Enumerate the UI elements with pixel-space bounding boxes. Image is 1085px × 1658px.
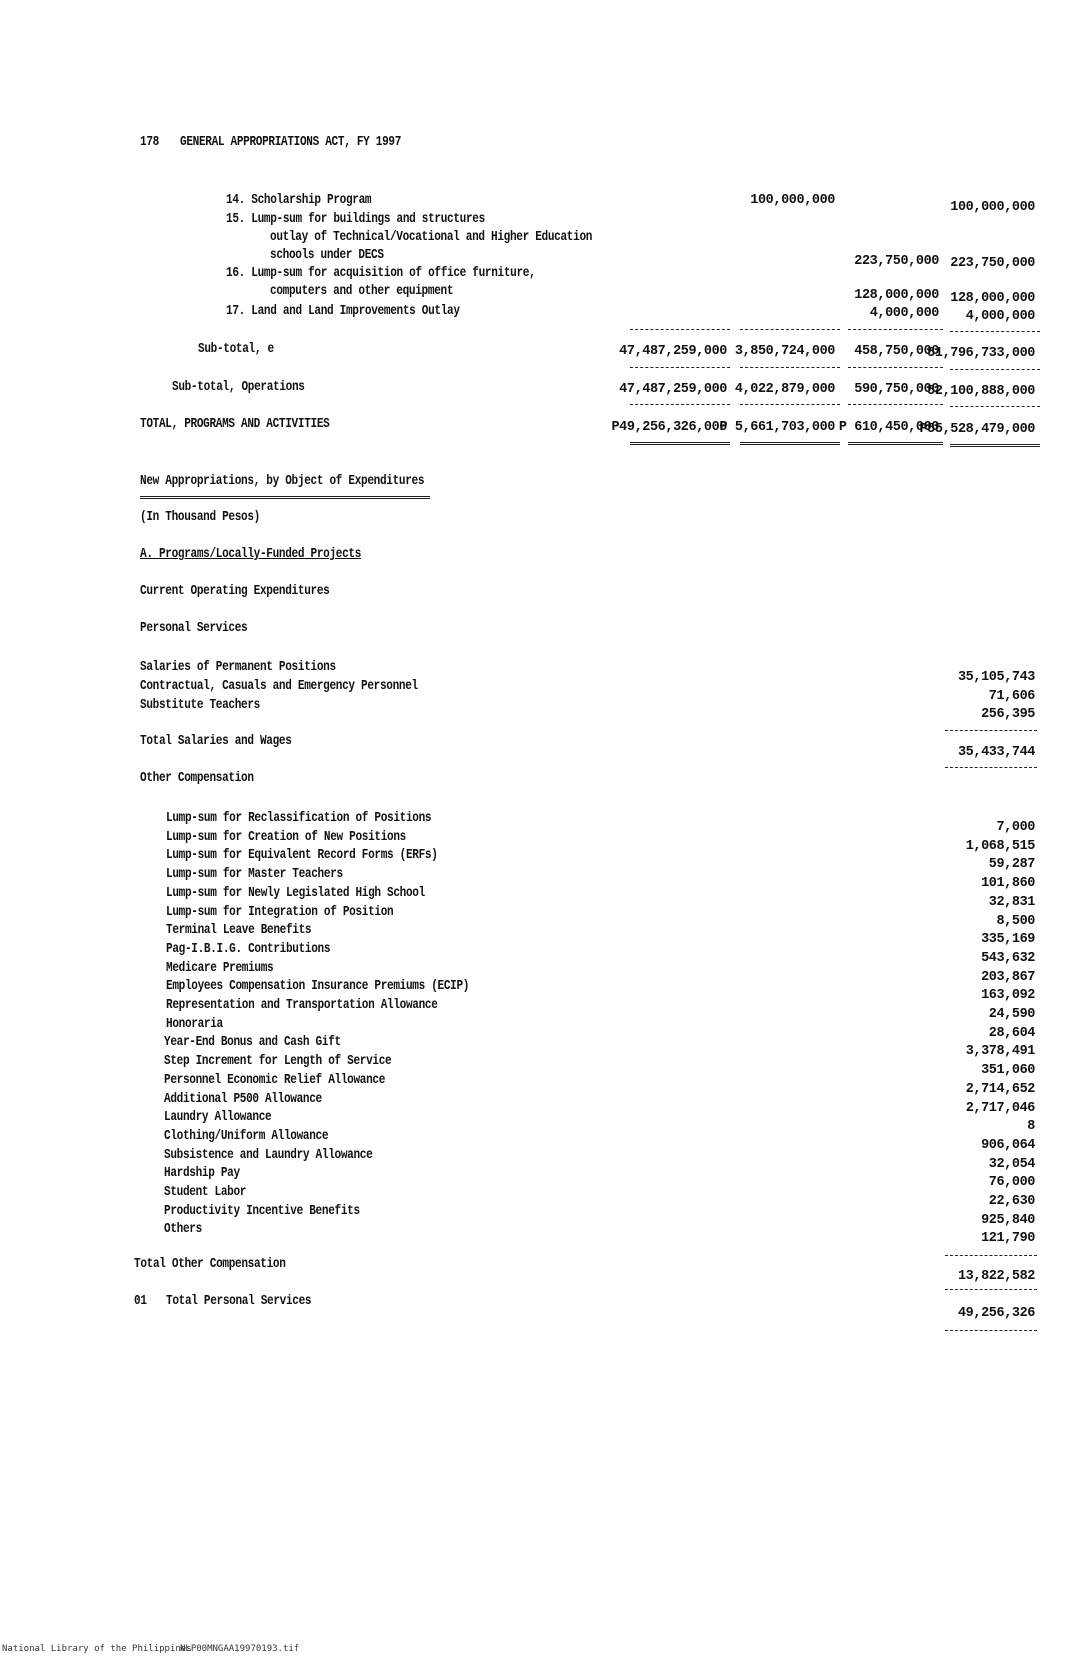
act-title: GENERAL APPROPRIATIONS ACT, FY 1997 [180, 135, 402, 150]
other-comp-value: 2,714,652 [965, 1081, 1035, 1097]
item-17-col3: 4,000,000 [869, 306, 939, 321]
other-comp-label: Terminal Leave Benefits [166, 923, 312, 939]
total-programs-col1: P49,256,326,000 [611, 420, 727, 435]
subtotal-ops-col2: 4,022,879,000 [734, 382, 835, 397]
footer-library: National Library of the Philippines [2, 1644, 192, 1654]
subtotal-e-total: 51,796,733,000 [927, 346, 1035, 361]
other-comp-label: Lump-sum for Equivalent Record Forms (ERFs) [166, 848, 438, 864]
other-comp-value: 906,064 [981, 1137, 1035, 1153]
subtotal-ops-col1: 47,487,259,000 [619, 382, 727, 397]
total-salaries-value: 35,433,744 [957, 745, 1035, 760]
total-salaries-label: Total Salaries and Wages [140, 734, 292, 749]
other-comp-value: 925,840 [981, 1212, 1035, 1228]
other-comp-label: Hardship Pay [164, 1166, 240, 1182]
total-programs-label: TOTAL, PROGRAMS AND ACTIVITIES [140, 417, 330, 432]
other-comp-value: 203,867 [981, 969, 1035, 985]
other-comp-value: 8,500 [996, 913, 1035, 929]
other-comp-value: 163,092 [981, 988, 1035, 1004]
salary-value-0: 35,105,743 [957, 670, 1035, 685]
other-comp-label: Personnel Economic Relief Allowance [164, 1072, 386, 1088]
salary-label-2: Substitute Teachers [140, 698, 260, 713]
other-comp-value: 121,790 [981, 1231, 1035, 1247]
current-op-heading: Current Operating Expenditures [140, 584, 330, 599]
other-comp-label: Others [164, 1222, 202, 1238]
item-15-col3: 223,750,000 [854, 254, 939, 269]
subtotal-e-col2: 3,850,724,000 [734, 344, 835, 359]
other-comp-label: Lump-sum for Integration of Position [166, 904, 394, 920]
other-comp-label: Honoraria [166, 1016, 223, 1032]
other-comp-value: 7,000 [996, 820, 1035, 835]
other-comp-label: Subsistence and Laundry Allowance [164, 1147, 373, 1163]
other-comp-value: 22,630 [988, 1194, 1035, 1209]
salary-value-2: 256,395 [981, 707, 1035, 722]
other-comp-label: Year-End Bonus and Cash Gift [164, 1035, 341, 1051]
item-15-label-3: schools under DECS [270, 248, 384, 263]
item-14-total: 100,000,000 [950, 200, 1035, 215]
other-comp-label: Step Increment for Length of Service [164, 1054, 392, 1070]
other-comp-label: Laundry Allowance [164, 1110, 272, 1126]
other-comp-value: 8 [1027, 1119, 1035, 1135]
new-appropriations-title: New Appropriations, by Object of Expenditures [140, 474, 425, 489]
other-comp-value: 28,604 [988, 1025, 1035, 1041]
total-programs-col3: P 610,450,000 [838, 420, 939, 435]
total-personal-code: 01 [134, 1294, 147, 1309]
other-comp-value: 59,287 [988, 857, 1035, 873]
subtotal-e-col3: 458,750,000 [854, 344, 939, 359]
other-comp-label: Lump-sum for Creation of New Positions [166, 829, 406, 845]
other-comp-label: Productivity Incentive Benefits [164, 1203, 360, 1219]
salary-label-1: Contractual, Casuals and Emergency Personnel [140, 679, 418, 694]
other-comp-label: Lump-sum for Reclassification of Positions [166, 811, 432, 826]
total-other-comp-value: 13,822,582 [957, 1269, 1035, 1284]
other-comp-label: Lump-sum for Newly Legislated High School [166, 885, 425, 901]
other-comp-value: 3,378,491 [965, 1044, 1035, 1060]
item-17-total: 4,000,000 [965, 309, 1035, 324]
personal-services-heading: Personal Services [140, 621, 248, 636]
total-personal-value: 49,256,326 [957, 1306, 1035, 1321]
other-comp-label: Clothing/Uniform Allowance [164, 1128, 329, 1144]
other-comp-value: 32,831 [988, 894, 1035, 910]
other-comp-value: 76,000 [988, 1175, 1035, 1191]
item-15-label-1: 15. Lump-sum for buildings and structures [226, 212, 485, 227]
other-comp-value: 2,717,046 [965, 1100, 1035, 1116]
other-comp-label: Representation and Transportation Allowance [166, 998, 438, 1013]
other-comp-label: Employees Compensation Insurance Premiums (ECIP) [166, 979, 470, 995]
other-comp-label: Medicare Premiums [166, 960, 274, 976]
other-comp-label: Student Labor [164, 1185, 247, 1200]
item-14-label: 14. Scholarship Program [226, 193, 372, 208]
other-comp-label: Additional P500 Allowance [164, 1091, 322, 1107]
item-15-label-2: outlay of Technical/Vocational and Higher Education [270, 230, 593, 245]
total-personal-label: Total Personal Services [166, 1294, 312, 1309]
item-16-label-2: computers and other equipment [270, 284, 454, 299]
total-programs-total: P55,528,479,000 [919, 422, 1035, 437]
subtotal-ops-total: 52,100,888,000 [927, 384, 1035, 399]
unit-label: (In Thousand Pesos) [140, 510, 260, 525]
other-comp-value: 32,054 [988, 1156, 1035, 1172]
total-programs-col2: P 5,661,703,000 [719, 420, 835, 435]
salary-label-0: Salaries of Permanent Positions [140, 660, 336, 675]
total-other-comp-label: Total Other Compensation [134, 1257, 286, 1272]
other-comp-value: 1,068,515 [965, 838, 1035, 854]
other-comp-label: Lump-sum for Master Teachers [166, 867, 343, 883]
item-16-total: 128,000,000 [950, 291, 1035, 306]
salary-value-1: 71,606 [988, 689, 1035, 704]
other-comp-value: 543,632 [981, 950, 1035, 966]
subtotal-ops-label: Sub-total, Operations [172, 380, 305, 395]
section-heading: A. Programs/Locally-Funded Projects [140, 547, 362, 562]
subtotal-e-label: Sub-total, e [198, 342, 274, 357]
other-comp-value: 351,060 [981, 1063, 1035, 1079]
item-14-col2: 100,000,000 [750, 193, 835, 208]
item-16-col3: 128,000,000 [854, 288, 939, 303]
other-comp-heading: Other Compensation [140, 771, 254, 786]
subtotal-e-col1: 47,487,259,000 [619, 344, 727, 359]
other-comp-value: 101,860 [981, 876, 1035, 892]
other-comp-label: Pag-I.B.I.G. Contributions [166, 941, 331, 957]
item-16-label-1: 16. Lump-sum for acquisition of office furniture, [226, 266, 536, 281]
other-comp-value: 24,590 [988, 1007, 1035, 1022]
item-17-label: 17. Land and Land Improvements Outlay [226, 304, 460, 319]
subtotal-ops-col3: 590,750,000 [854, 382, 939, 397]
footer-file: NLP00MNGAA19970193.tif [180, 1644, 300, 1654]
item-15-total: 223,750,000 [950, 256, 1035, 271]
other-comp-value: 335,169 [981, 932, 1035, 948]
page-number: 178 [140, 135, 159, 150]
